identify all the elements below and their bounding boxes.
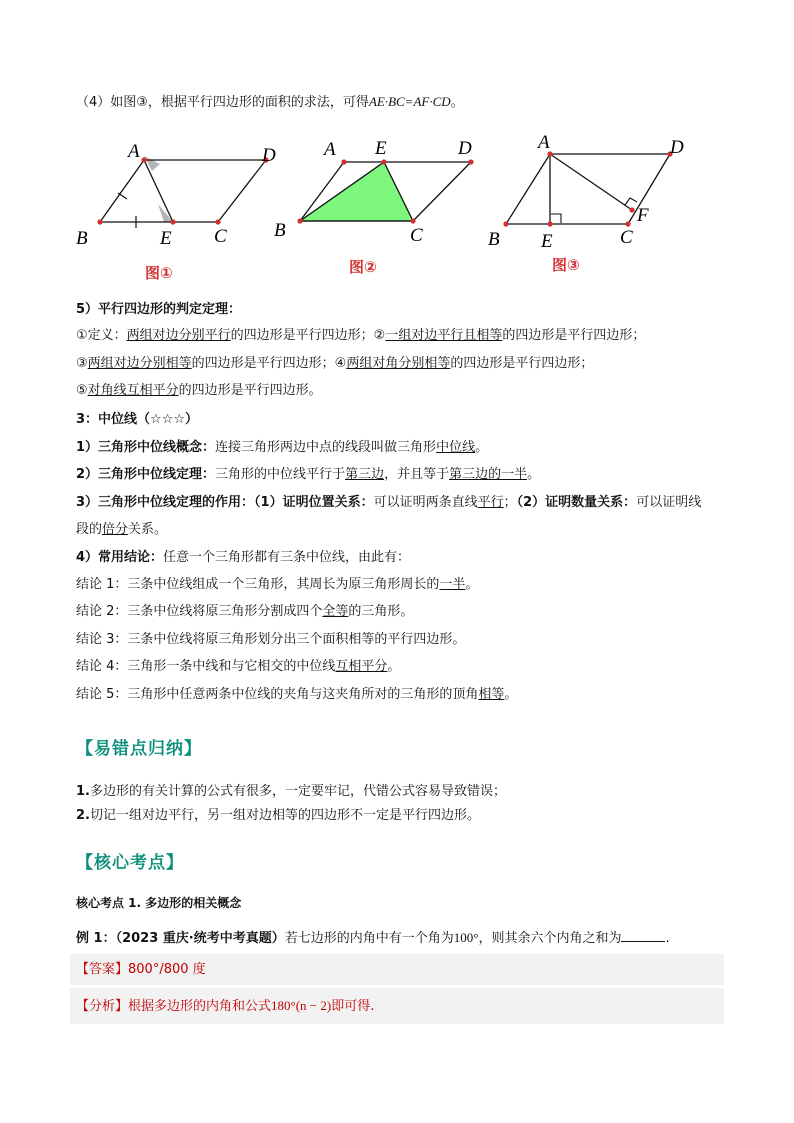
label-e: E bbox=[541, 231, 553, 252]
midline-title: 3：中位线（☆☆☆） bbox=[76, 412, 199, 427]
label-d: D bbox=[458, 138, 472, 159]
section5-line-1: ①定义：两组对边分别平行的四边形是平行四边形；②一组对边平行且相等的四边形是平行四边形； bbox=[76, 328, 646, 343]
errors-heading: 【易错点归纳】 bbox=[76, 739, 202, 759]
figure-2 bbox=[268, 132, 498, 282]
figure-caption: 图② bbox=[349, 258, 377, 276]
label-a: A bbox=[324, 139, 336, 160]
label-d: D bbox=[670, 137, 684, 158]
height-af bbox=[550, 154, 632, 210]
midline-p4: 4）常用结论：任意一个三角形都有三条中位线，由此有： bbox=[76, 550, 411, 565]
section5-line-2: ③两组对边分别相等的四边形是平行四边形；④两组对角分别相等的四边形是平行四边形； bbox=[76, 356, 594, 371]
conclusion-2: 结论 2：三条中位线将原三角形分割成四个全等的三角形。 bbox=[76, 604, 414, 619]
label-f: F bbox=[637, 205, 649, 226]
shaded-triangle bbox=[300, 162, 413, 221]
tick-ab bbox=[118, 193, 127, 199]
conclusion-1: 结论 1：三条中位线组成一个三角形，其周长为原三角形周长的一半。 bbox=[76, 577, 479, 592]
figure-caption: 图① bbox=[145, 264, 173, 282]
section5-title: 5）平行四边形的判定定理： bbox=[76, 302, 242, 317]
angle-sum-formula: 180°(n − 2) bbox=[271, 998, 332, 1013]
figure-caption: 图③ bbox=[552, 256, 580, 274]
error-item-2: 2.切记一组对边平行，另一组对边相等的四边形不一定是平行四边形。 bbox=[76, 808, 480, 823]
angle-mark-a bbox=[144, 156, 160, 171]
example-1: 例 1：（2023 重庆·统考中考真题）若七边形的内角中有一个角为100°，则其余六个内角之和为 . bbox=[76, 930, 670, 946]
analysis-tag: 【分析】 bbox=[76, 999, 129, 1014]
midline-p3-cont: 段的倍分关系。 bbox=[76, 522, 168, 537]
figure-1 bbox=[72, 136, 292, 286]
answer-tag: 【答案】 bbox=[76, 962, 129, 977]
label-a: A bbox=[538, 132, 550, 153]
label-c: C bbox=[214, 226, 227, 247]
core-heading: 【核心考点】 bbox=[76, 853, 184, 873]
label-b: B bbox=[274, 220, 286, 241]
answer-value: 800°/800 度 bbox=[128, 962, 206, 977]
right-angle-e bbox=[551, 214, 561, 223]
midline-p3: 3）三角形中位线定理的作用：（1）证明位置关系：可以证明两条直线平行；（2）证明数量关系：可以证明线 bbox=[76, 495, 702, 510]
answer-blank[interactable] bbox=[621, 929, 665, 942]
conclusion-4: 结论 4：三角形一条中线和与它相交的中位线互相平分。 bbox=[76, 659, 401, 674]
figure-3 bbox=[480, 128, 720, 278]
label-b: B bbox=[488, 229, 500, 250]
midline-p1: 1）三角形中位线概念：连接三角形两边中点的线段叫做三角形中位线。 bbox=[76, 440, 489, 455]
label-b: B bbox=[76, 228, 88, 249]
label-e: E bbox=[375, 138, 387, 159]
label-e: E bbox=[160, 228, 172, 249]
error-item-1: 1.多边形的有关计算的公式有很多，一定要牢记，代错公式容易导致错误； bbox=[76, 784, 506, 799]
conclusion-3: 结论 3：三条中位线将原三角形划分出三个面积相等的平行四边形。 bbox=[76, 632, 466, 647]
right-angle-f bbox=[625, 198, 637, 205]
midline-p2: 2）三角形中位线定理：三角形的中位线平行于第三边，并且等于第三边的一半。 bbox=[76, 467, 541, 482]
intro-text: （4）如图③，根据平行四边形的面积的求法，可得 bbox=[76, 95, 369, 110]
area-formula: AE·BC=AF·CD bbox=[368, 94, 451, 109]
label-d: D bbox=[262, 145, 276, 166]
intro-line: （4）如图③，根据平行四边形的面积的求法，可得AE·BC=AF·CD。 bbox=[76, 94, 464, 110]
analysis-box: 【分析】根据多边形的内角和公式180°(n − 2)即可得. bbox=[70, 988, 724, 1024]
label-c: C bbox=[410, 225, 423, 246]
label-c: C bbox=[620, 227, 633, 248]
core-point-1: 核心考点 1. 多边形的相关概念 bbox=[76, 896, 242, 910]
label-a: A bbox=[128, 141, 140, 162]
answer-box bbox=[70, 954, 724, 985]
section5-line-3: ⑤对角线互相平分的四边形是平行四边形。 bbox=[76, 383, 322, 398]
conclusion-5: 结论 5：三角形中任意两条中位线的夹角与这夹角所对的三角形的顶角相等。 bbox=[76, 687, 518, 702]
